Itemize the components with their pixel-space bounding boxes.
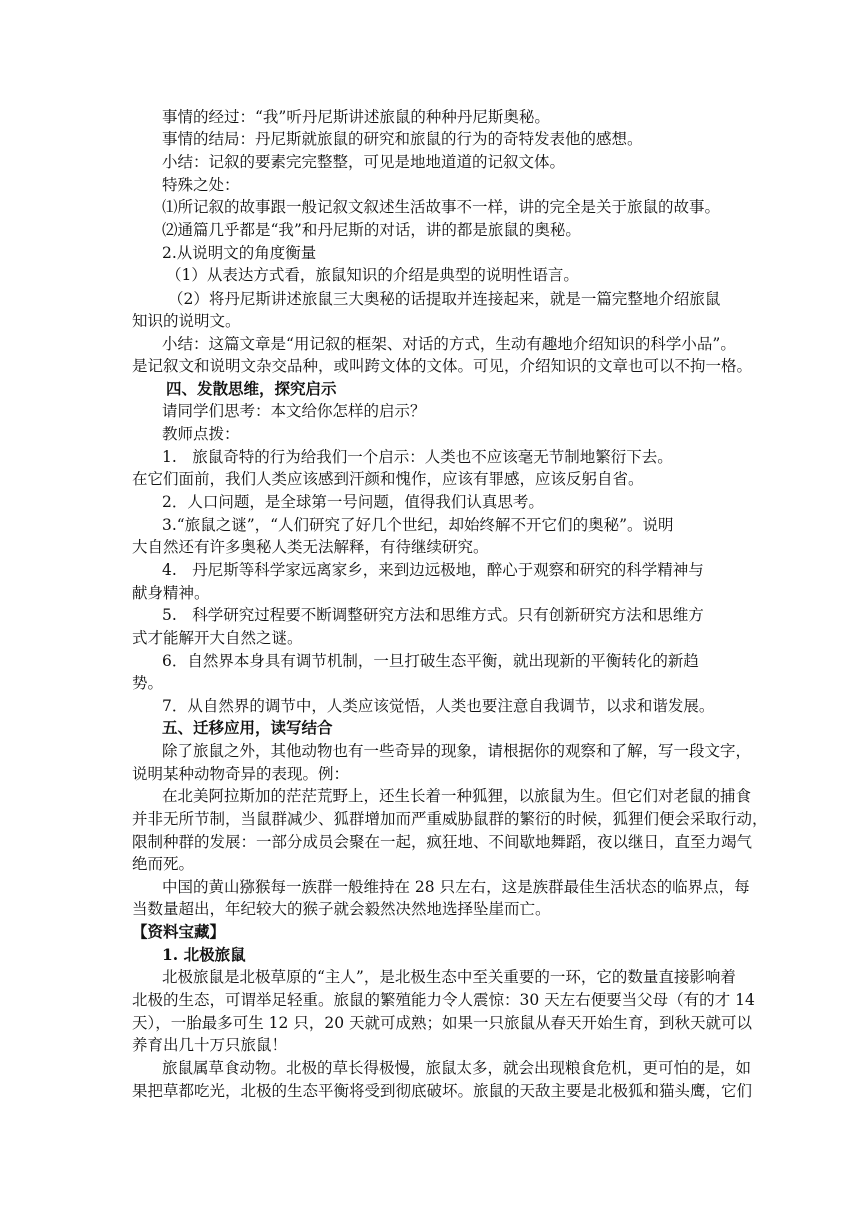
text-line: 小结：记叙的要素完完整整，可见是地地道道的记叙文体。 [162,153,566,171]
text-line: 献身精神。 [132,584,210,602]
text-line: 知识的说明文。 [132,312,241,330]
text-line: 小结：这篇文章是“用记叙的框架、对话的方式，生动有趣地介绍知识的科学小品”。 [162,335,736,353]
section-heading: 【资料宝藏】 [132,922,226,941]
text-line: 旅鼠属草食动物。北极的草长得极慢，旅鼠太多，就会出现粮食危机，更可怕的是，如 [162,1059,752,1077]
text-line: 式才能解开大自然之谜。 [132,629,303,647]
text-line: ⑴所记叙的故事跟一般记叙文叙述生活故事不一样，讲的完全是关于旅鼠的故事。 [162,198,721,216]
text-line: 2．人口问题，是全球第一号问题，值得我们认真思考。 [162,493,544,511]
subsection-heading: 1. 北极旅鼠 [162,945,246,964]
text-line: （2）将丹尼斯讲述旅鼠三大奥秘的话提取并连接起来，就是一篇完整地介绍旅鼠 [168,290,721,308]
text-line: 在北美阿拉斯加的茫茫荒野上，还生长着一种狐狸，以旅鼠为生。但它们对老鼠的捕食 [162,787,752,805]
text-line: 大自然还有许多奥秘人类无法解释，有待继续研究。 [132,538,489,556]
text-line: 养育出几十万只旅鼠！ [132,1036,288,1054]
text-line: 教师点拨： [162,425,240,443]
text-line: 事情的结局：丹尼斯就旅鼠的研究和旅鼠的行为的奇特发表他的感想。 [162,130,643,148]
text-line: 4. 丹尼斯等科学家远离家乡，来到边远极地，醉心于观察和研究的科学精神与 [162,561,704,579]
text-line: 3.“旅鼠之谜”，“人们研究了好几个世纪，却始终解不开它们的奥秘”。说明 [162,516,674,534]
text-line: 在它们面前，我们人类应该感到汗颜和愧作，应该有罪感，应该反躬自省。 [132,470,644,488]
text-line: 事情的经过：“我”听丹尼斯讲述旅鼠的种种丹尼斯奥秘。 [162,108,550,126]
text-line: 并非无所节制，当鼠群减少、狐群增加而严重威胁鼠群的繁衍的时候，狐狸们便会采取行动， [132,810,768,828]
text-line: 绝而死。 [132,855,195,873]
text-line: 天），一胎最多可生 12 只，20 天就可成熟；如果一只旅鼠从春天开始生育，到秋天就可以 [132,1014,752,1032]
text-line: 1. 旅鼠奇特的行为给我们一个启示：人类也不应该毫无节制地繁衍下去。 [162,448,673,466]
text-line: 北极的生态，可谓举足轻重。旅鼠的繁殖能力令人震惊：30 天左右便要当父母（有的才 14 [132,991,755,1009]
text-line: 是记叙文和说明文杂交品种，或叫跨文体的文体。可见，介绍知识的文章也可以不拘一格。 [132,357,753,375]
text-line: 2.从说明文的角度衡量 [162,244,317,262]
text-line: 当数量超出，年纪较大的猴子就会毅然决然地选择坠崖而亡。 [132,900,551,918]
text-line: 6．自然界本身具有调节机制，一旦打破生态平衡，就出现新的平衡转化的新趋 [162,652,699,670]
text-line: ⑵通篇几乎都是“我”和丹尼斯的对话，讲的都是旅鼠的奥秘。 [162,221,581,239]
section-heading: 五、迁移应用，读写结合 [162,718,333,737]
section-heading: 四、发散思维，探究启示 [166,379,337,398]
text-line: 势。 [132,674,164,692]
text-line: 中国的黄山猕猴每一族群一般维持在 28 只左右，这是族群最佳生活状态的临界点，每 [162,878,750,896]
text-line: 请同学们思考：本文给你怎样的启示？ [162,402,426,420]
text-line: 7．从自然界的调节中，人类应该觉悟，人类也要注意自我调节，以求和谐发展。 [162,697,715,715]
text-line: 果把草都吃光，北极的生态平衡将受到彻底破坏。旅鼠的天敌主要是北极狐和猫头鹰，它们 [132,1082,753,1100]
text-line: 5. 科学研究过程要不断调整研究方法和思维方式。只有创新研究方法和思维方 [162,606,704,624]
text-line: （1）从表达方式看，旅鼠知识的介绍是典型的说明性语言。 [166,266,579,284]
text-line: 特殊之处： [162,176,240,194]
text-line: 除了旅鼠之外，其他动物也有一些奇异的现象，请根据你的观察和了解，写一段文字， [162,742,752,760]
text-line: 说明某种动物奇异的表现。例： [132,765,350,783]
text-line: 北极旅鼠是北极草原的“主人”，是北极生态中至关重要的一环，它的数量直接影响着 [162,968,736,986]
text-line: 限制种群的发展：一部分成员会聚在一起，疯狂地、不间歇地舞蹈，夜以继日，直至力竭气 [132,833,753,851]
